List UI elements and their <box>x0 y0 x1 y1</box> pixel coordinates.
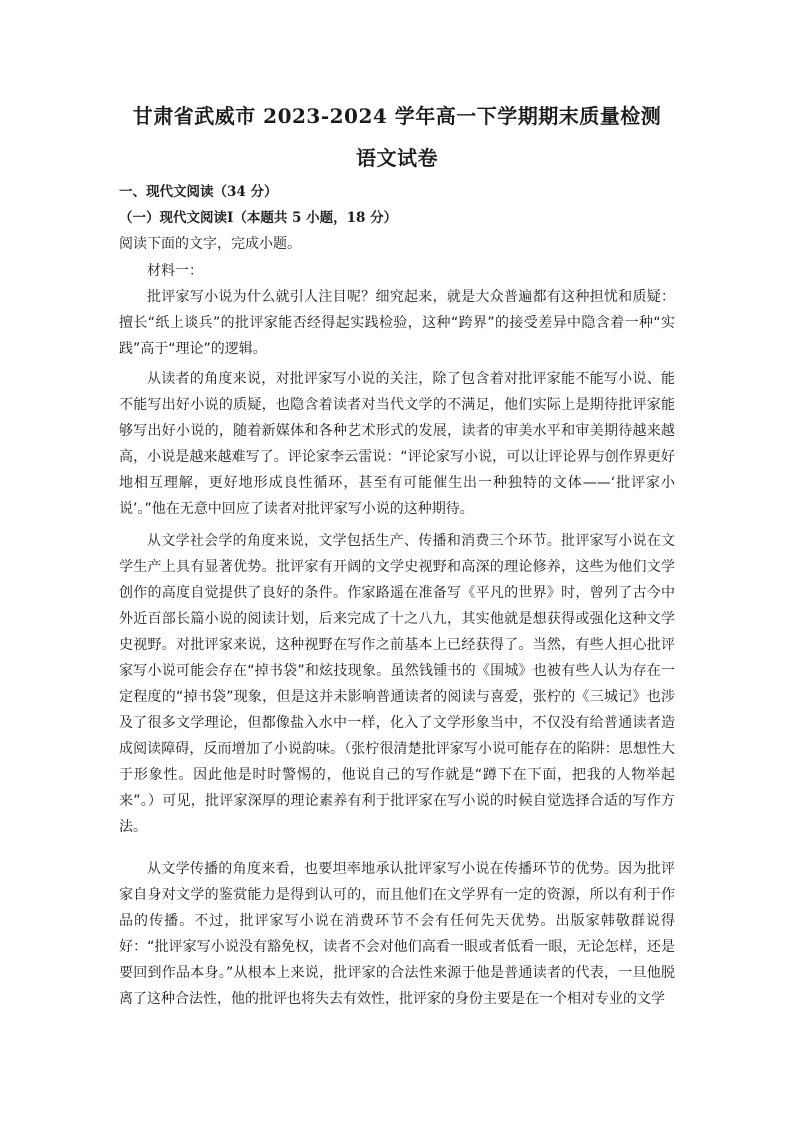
exam-subtitle: 语文试卷 <box>356 146 438 170</box>
material-label: 材料一： <box>147 263 203 279</box>
exam-title: 甘肃省武威市 2023-2024 学年高一下学期期末质量检测 <box>132 104 662 128</box>
paragraph-3: 从文学社会学的角度来说，文学包括生产、传播和消费三个环节。批评家写小说在文学生产上具有显著优势。批评家有开阔的文学史视野和高深的理论修养，这些为他们文学创作的高度自觉提供了良好的条件。作家路遥在准备写《平凡的世界》时，曾列了古今中外近百部长篇小说的阅读计划，后来完成了十之八九，其实他就是想获得或强化这种文学史视野。对批评家来说，这种视野在写作之前基本上已经获得了。当然，有些人担心批评家写小说可能会存在“掉书袋”和炫技现象。虽然钱锺书的《围城》也被有些人认为存在一定程度的“掉书袋”现象，但是这并未影响普通读者的阅读与喜爱，张柠的《三城记》也涉及了很多文学理论，但都像盐入水中一样，化入了文学形象当中，不仅没有给普通读者造成阅读障碍，反而增加了小说韵味。（张柠很清楚批评家写小说可能存在的陷阱：思想性大于形象性。因此他是时时警惕的，他说自己的写作就是“蹲下在下面，把我的人物举起来”。）可见，批评家深厚的理论素养有利于批评家在写小说的时候自觉选择合适的写作方法。 <box>119 533 675 835</box>
paragraph-4: 从文学传播的角度来看，也要坦率地承认批评家写小说在传播环节的优势。因为批评家自身对文学的鉴赏能力是得到认可的，而且他们在文学界有一定的资源，所以有利于作品的传播。不过，批评家写小说在消费环节不会有任何先天优势。出版家韩敬群说得好：“批评家写小说没有豁免权，读者不会对他们高看一眼或者低看一眼，无论怎样，还是要回到作品本身。”从根本上来说，批评家的合法性来源于他是普通读者的代表，一旦他脱离了这种合法性，他的批评也将失去有效性，批评家的身份主要是在一个相对专业的文学 <box>119 861 675 1007</box>
paragraph-2: 从读者的角度来说，对批评家写小说的关注，除了包含着对批评家能不能写小说、能不能写出好小说的质疑，也隐含着读者对当代文学的不满足，他们实际上是期待批评家能够写出好小说的，随着新媒体和各种艺术形式的发展，读者的审美水平和审美期待越来越高，小说是越来越难写了。评论家李云雷说：“评论家写小说，可以让评论界与创作界更好地相互理解，更好地形成良性循环，甚至有可能催生出一种独特的文体——‘批评家小说’。”他在无意中回应了读者对批评家写小说的这种期待。 <box>119 371 675 517</box>
subsection-heading: （一）现代文阅读Ⅰ（本题共 5 小题，18 分） <box>119 210 398 226</box>
paragraph-1: 批评家写小说为什么就引人注目呢？细究起来，就是大众普遍都有这种担忧和质疑：擅长“纸上谈兵”的批评家能否经得起实践检验，这种“跨界”的接受差异中隐含着一种“实践”高于“理论”的逻辑。 <box>119 289 675 357</box>
instruction-text: 阅读下面的文字，完成小题。 <box>119 236 301 252</box>
section-heading: 一、现代文阅读（34 分） <box>119 184 278 200</box>
